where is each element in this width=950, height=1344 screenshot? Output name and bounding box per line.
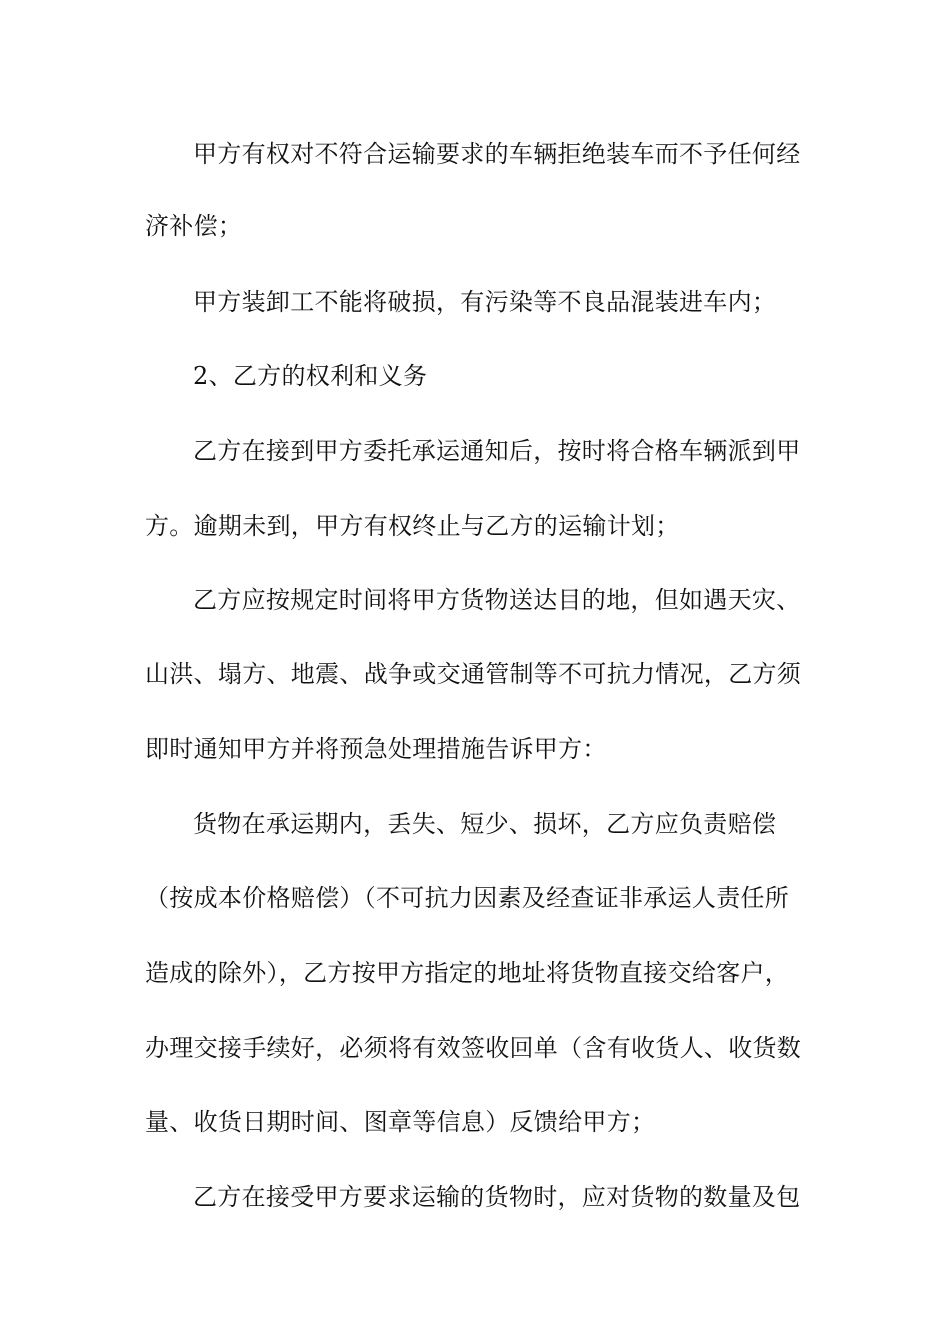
paragraph-line: 乙方在接到甲方委托承运通知后，按时将合格车辆派到甲 [193, 437, 801, 465]
paragraph-line: 货物在承运期内，丢失、短少、损坏，乙方应负责赔偿 [193, 810, 777, 838]
paragraph-line: 量、收货日期时间、图章等信息）反馈给甲方； [145, 1108, 656, 1136]
section-heading: 2、乙方的权利和义务 [193, 362, 428, 390]
paragraph-line: 乙方应按规定时间将甲方货物送达目的地，但如遇天灾、 [193, 586, 801, 614]
paragraph-line: 方。逾期未到，甲方有权终止与乙方的运输计划； [145, 512, 680, 540]
paragraph-line: 甲方有权对不符合运输要求的车辆拒绝装车而不予任何经 [193, 140, 801, 168]
paragraph-line: 山洪、塌方、地震、战争或交通管制等不可抗力情况，乙方须 [145, 660, 802, 688]
paragraph-line: 济补偿； [145, 212, 243, 240]
paragraph-line: 造成的除外），乙方按甲方指定的地址将货物直接交给客户， [145, 959, 790, 987]
paragraph-line: 甲方装卸工不能将破损，有污染等不良品混装进车内； [193, 288, 777, 316]
paragraph-line: （按成本价格赔偿）（不可抗力因素及经查证非承运人责任所 [145, 884, 790, 912]
paragraph-line: 办理交接手续好，必须将有效签收回单（含有收货人、收货数 [145, 1034, 802, 1062]
paragraph-line: 即时通知甲方并将预急处理措施告诉甲方： [145, 735, 607, 763]
paragraph-line: 乙方在接受甲方要求运输的货物时，应对货物的数量及包 [193, 1183, 801, 1211]
